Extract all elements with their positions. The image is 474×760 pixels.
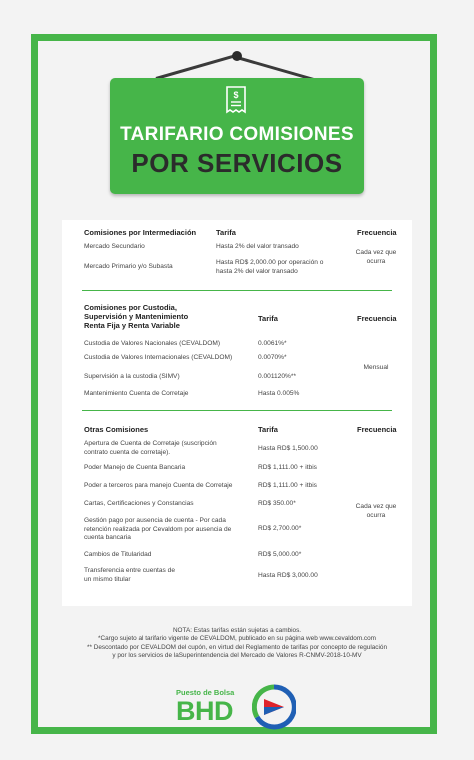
- section2-row-3-name: Supervisión a la custodia (SIMV): [84, 373, 180, 380]
- section3-row-5-rate: RD$ 2,700.00*: [258, 525, 302, 532]
- section-divider-1: [82, 290, 392, 291]
- section3-row-4-rate: RD$ 350.00*: [258, 500, 296, 507]
- section-divider-2: [82, 410, 392, 411]
- logo-wordmark: BHD: [176, 696, 233, 726]
- section2-row-2-name: Custodia de Valores Internacionales (CEVALDOM): [84, 354, 233, 361]
- section1-header-name: Comisiones por Intermediación: [84, 228, 197, 237]
- section3-header-name: Otras Comisiones: [84, 425, 149, 434]
- section3-header-frequency: Frecuencia: [357, 425, 397, 434]
- section3-header-rate: Tarifa: [258, 425, 278, 434]
- section3-row-6-name: Cambios de Titularidad: [84, 551, 152, 558]
- title-sign: [110, 78, 364, 194]
- section1-row-2-rate: Hasta RD$ 2,000.00 por operación o hasta 2% del valor transado: [216, 259, 324, 275]
- section1-header-rate: Tarifa: [216, 228, 236, 237]
- section2-header-frequency: Frecuencia: [357, 314, 397, 323]
- section2-row-1-rate: 0.0061%*: [258, 340, 287, 347]
- section2-frequency: Mensual: [363, 364, 389, 371]
- section2-row-3-rate: 0.001120%**: [258, 373, 297, 380]
- receipt-dollar-icon: [225, 86, 247, 114]
- nail-icon: [232, 51, 242, 61]
- section2-row-2-rate: 0.0070%*: [258, 354, 287, 361]
- section2-header-name: Comisiones por Custodia, Supervisión y Mantenimiento Renta Fija y Renta Variable: [84, 303, 189, 330]
- section3-row-1-rate: Hasta RD$ 1,500.00: [258, 445, 318, 452]
- section2-header-rate: Tarifa: [258, 314, 278, 323]
- section3-row-4-name: Cartas, Certificaciones y Constancias: [84, 500, 194, 507]
- section3-row-6-rate: RD$ 5,000.00*: [258, 551, 302, 558]
- section1-row-2-name: Mercado Primario y/o Subasta: [84, 263, 173, 270]
- section2-row-4-name: Mantenimiento Cuenta de Corretaje: [84, 390, 189, 397]
- note-line-4: y por los servicios de laSuperintendencia del Mercado de Valores R-CNMV-2018-10-MV: [112, 651, 362, 659]
- section3-row-7-rate: Hasta RD$ 3,000.00: [258, 572, 318, 579]
- section1-frequency: Cada vez que ocurra: [355, 249, 397, 265]
- bhd-logo-mark: [252, 684, 296, 730]
- section3-row-3-name: Poder a terceros para manejo Cuenta de Corretaje: [84, 482, 233, 489]
- svg-text:$: $: [233, 90, 239, 100]
- note-line-1: NOTA: Estas tarifas están sujetas a cambios.: [172, 627, 302, 634]
- section3-row-5-name: Gestión pago por ausencia de cuenta - Por cada retención realizada por Cevaldom por ausencia de cuenta bancaria: [84, 517, 232, 541]
- section1-row-1-rate: Hasta 2% del valor transado: [216, 243, 299, 250]
- note-line-2: *Cargo sujeto al tarifario vigente de CEVALDOM, publicado en su página web www.cevaldom.com: [97, 635, 377, 643]
- note-line-3: ** Descontado por CEVALDOM del cupón, en virtud del Reglamento de tarifas por concepto de regulación: [86, 643, 388, 651]
- section3-row-1-name: Apertura de Cuenta de Corretaje (suscripción contrato cuenta de corretaje).: [84, 440, 217, 456]
- logo-subtitle: Puesto de Bolsa: [176, 688, 235, 697]
- section2-row-4-rate: Hasta 0.005%: [258, 390, 300, 397]
- section3-row-7-name: Transferencia entre cuentas de un mismo titular: [84, 567, 176, 583]
- title-line-2: POR SERVICIOS: [131, 148, 343, 178]
- section3-row-2-name: Poder Manejo de Cuenta Bancaria: [84, 464, 186, 471]
- section1-header-frequency: Frecuencia: [357, 228, 397, 237]
- section3-frequency: Cada vez que ocurra: [355, 503, 397, 519]
- title-line-1: TARIFARIO COMISIONES: [120, 124, 354, 145]
- section1-row-1-name: Mercado Secundario: [84, 243, 145, 250]
- section2-row-1-name: Custodia de Valores Nacionales (CEVALDOM): [84, 340, 221, 347]
- bhd-logo: [176, 684, 298, 738]
- section3-row-3-rate: RD$ 1,111.00 + itbis: [258, 482, 317, 489]
- tariff-card: [62, 220, 412, 606]
- section3-row-2-rate: RD$ 1,111.00 + itbis: [258, 464, 317, 471]
- footnotes: [40, 627, 434, 660]
